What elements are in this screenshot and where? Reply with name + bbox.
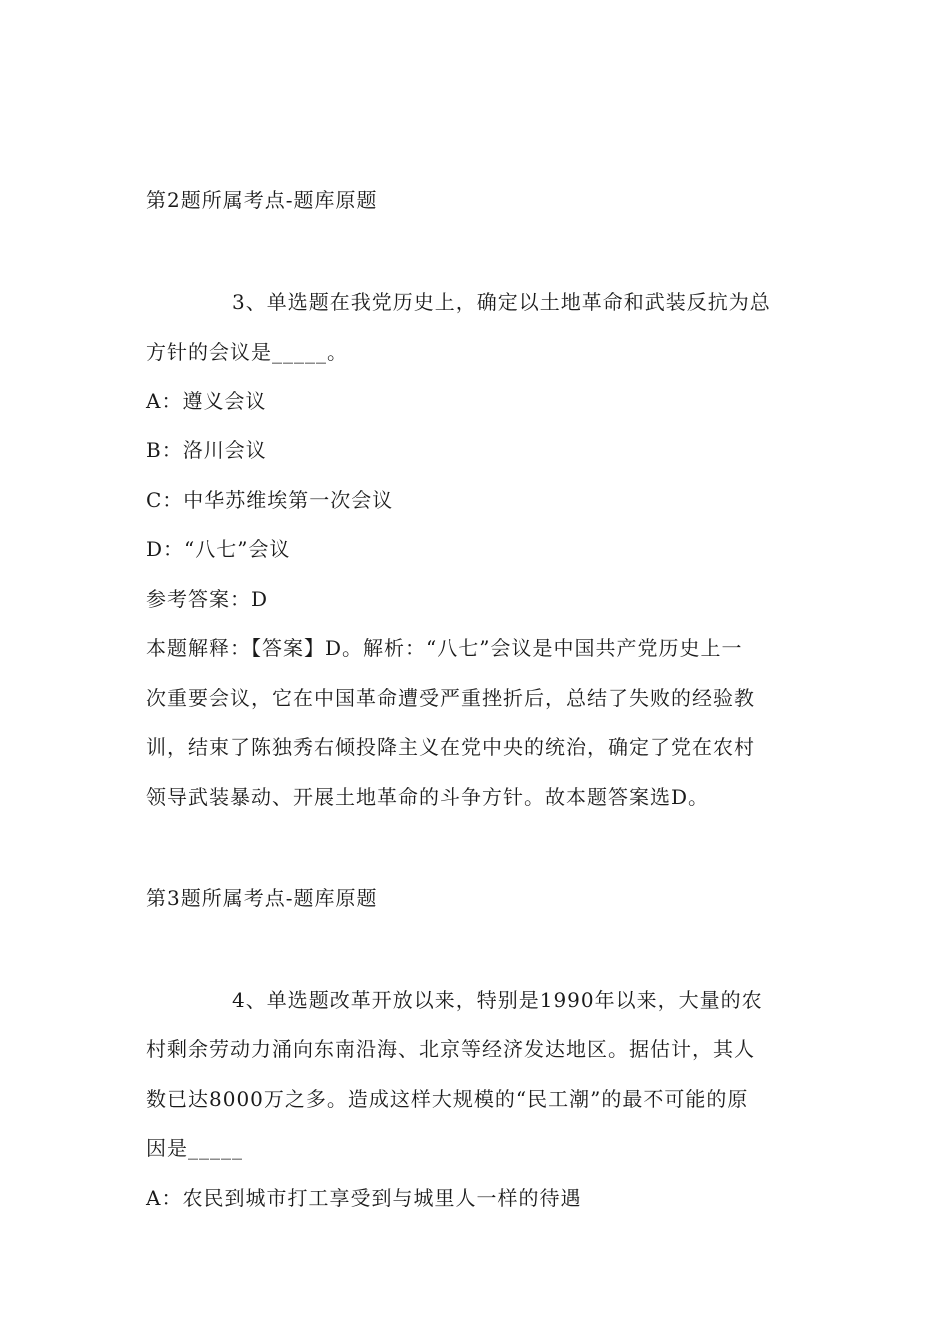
question-3-answer: 参考答案：D	[146, 587, 269, 611]
question-3-option-d: D：“八七”会议	[146, 537, 291, 561]
question-3-option-c: C：中华苏维埃第一次会议	[146, 488, 394, 512]
question-4-stem-continued: 村剩余劳动力涌向东南沿海、北京等经济发达地区。据估计，其人	[146, 1037, 755, 1061]
question-4-stem: 4、单选题改革开放以来，特别是1990年以来，大量的农	[232, 988, 763, 1012]
question-3-explanation: 本题解释：【答案】D。解析：“八七”会议是中国共产党历史上一	[146, 636, 743, 660]
question-3-explanation-continued: 领导武装暴动、开展土地革命的斗争方针。故本题答案选D。	[146, 785, 710, 809]
question-3-explanation-continued: 次重要会议，它在中国革命遭受严重挫折后，总结了失败的经验教	[146, 686, 755, 710]
question-3-stem-continued: 方针的会议是_____。	[146, 340, 348, 364]
question-3-explanation-continued: 训，结束了陈独秀右倾投降主义在党中央的统治，确定了党在农村	[146, 735, 755, 759]
question-4-stem-continued: 因是_____	[146, 1136, 243, 1160]
question-3-stem: 3、单选题在我党历史上，确定以土地革命和武装反抗为总	[232, 290, 771, 314]
question-3-option-a: A：遵义会议	[146, 389, 267, 413]
question-source-label: 第3题所属考点-题库原题	[146, 886, 378, 910]
question-source-label: 第2题所属考点-题库原题	[146, 188, 378, 212]
question-3-option-b: B：洛川会议	[146, 438, 267, 462]
question-4-stem-continued: 数已达8000万之多。造成这样大规模的“民工潮”的最不可能的原	[146, 1087, 749, 1111]
question-4-option-a: A：农民到城市打工享受到与城里人一样的待遇	[146, 1186, 582, 1210]
